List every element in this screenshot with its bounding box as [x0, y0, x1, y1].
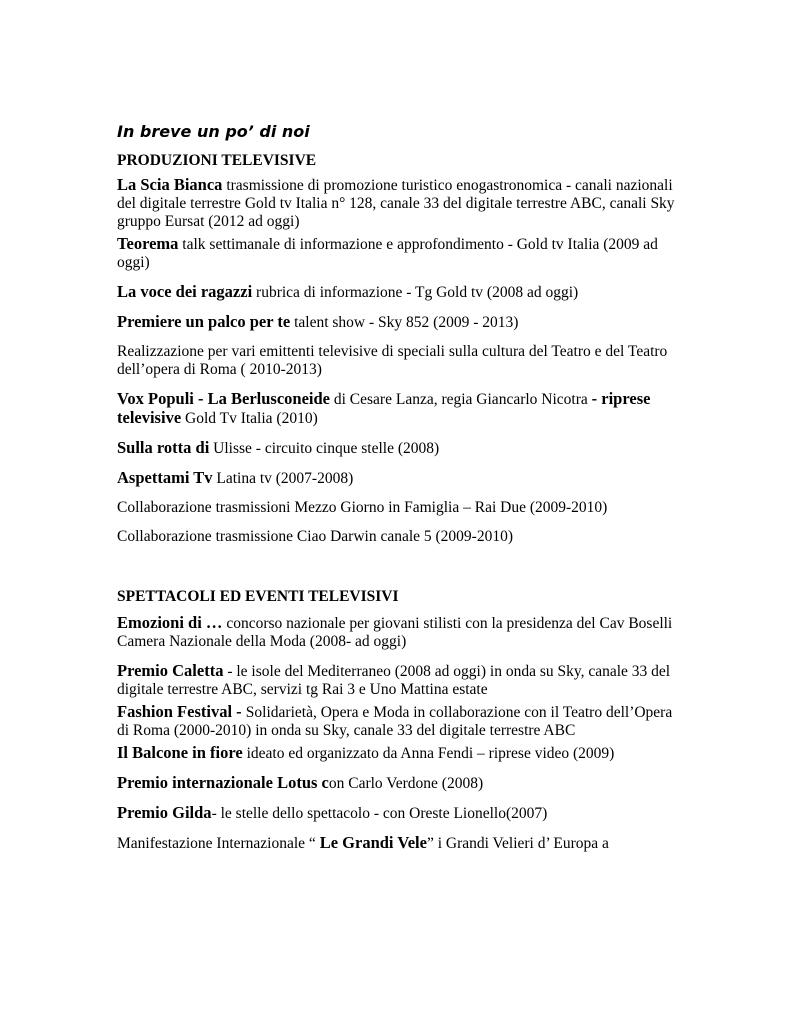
entry-title: Aspettami Tv: [117, 468, 213, 487]
section-heading-tv-events: SPETTACOLI ED EVENTI TELEVISIVI: [117, 588, 399, 605]
section-spacer: [117, 557, 677, 588]
entry-la-voce-dei-ragazzi: [117, 283, 677, 302]
entry-text: talent show - Sky 852 (2009 - 2013): [290, 314, 519, 331]
entry-text: Latina tv (2007-2008): [212, 470, 354, 487]
entry-teorema: [117, 235, 677, 272]
entry-text-secondary: Gold Tv Italia (2010): [181, 410, 318, 427]
entry-text: talk settimanale di informazione e approfondimento - Gold tv Italia (2009 ad oggi): [117, 236, 658, 271]
entry-title: La Scia Bianca: [117, 175, 223, 194]
entry-text: - le isole del Mediterraneo (2008 ad oggi) in onda su Sky, canale 33 del digitale terrestre ABC, servizi tg Rai 3 e Uno Mattina estate: [117, 663, 671, 698]
section-heading-tv-productions: PRODUZIONI TELEVISIVE: [117, 152, 317, 169]
entry-text: Ulisse - circuito cinque stelle (2008): [209, 440, 440, 457]
entry-text: concorso nazionale per giovani stilisti con la presidenza del Cav Boselli Camera Nazionale della Moda (2008- ad oggi): [117, 615, 673, 650]
entry-sulla-rotta: [117, 439, 677, 458]
entry-text-secondary: ” i Grandi Velieri d’ Europa a: [426, 835, 609, 852]
entry-title: Premio Gilda: [117, 803, 212, 822]
document-page: [117, 122, 677, 864]
entry-la-scia-bianca: [117, 176, 677, 231]
entry-ciao-darwin: [117, 528, 677, 546]
entry-emozioni-di: [117, 614, 677, 651]
entry-text: Collaborazione trasmissioni Mezzo Giorno in Famiglia – Rai Due (2009-2010): [117, 499, 608, 516]
entry-premiere: [117, 313, 677, 332]
entry-title: Premio Caletta: [117, 661, 224, 680]
entry-title: Fashion Festival -: [117, 702, 246, 721]
entry-title: Il Balcone in fiore: [117, 743, 243, 762]
entry-premio-caletta: [117, 662, 677, 699]
entry-text: on Carlo Verdone (2008): [328, 775, 484, 792]
entry-balcone-in-fiore: [117, 744, 677, 763]
entry-title: Le Grandi Vele: [319, 833, 427, 852]
entry-vox-populi: [117, 390, 677, 428]
entry-text: Manifestazione Internazionale “: [117, 835, 320, 852]
entry-fashion-festival: [117, 703, 677, 740]
entry-text: di Cesare Lanza, regia Giancarlo Nicotra: [330, 391, 592, 408]
entry-text: Realizzazione per vari emittenti televisive di speciali sulla cultura del Teatro e del Teatro dell’opera di Roma ( 2010-2013): [117, 343, 668, 378]
entry-aspettami-tv: [117, 469, 677, 488]
entry-title: Sulla rotta di: [117, 438, 210, 457]
intro-title: In breve un po’ di noi: [117, 122, 310, 141]
entry-title: Vox Populi - La Berlusconeide: [117, 389, 330, 408]
entry-text: Collaborazione trasmissione Ciao Darwin canale 5 (2009-2010): [117, 528, 513, 545]
entry-premio-lotus: [117, 774, 677, 793]
entry-le-grandi-vele: [117, 834, 677, 853]
entry-title: Premiere un palco per te: [117, 312, 291, 331]
entry-text: ideato ed organizzato da Anna Fendi – riprese video (2009): [242, 745, 615, 762]
entry-text: trasmissione di promozione turistico enogastronomica - canali nazionali del digitale terrestre Gold tv Italia n° 128, canale 33 del digitale terrestre ABC, canali Sky gruppo Eursat (2012 ad oggi): [117, 177, 675, 230]
entry-text: Solidarietà, Opera e Moda in collaborazione con il Teatro dell’Opera di Roma (2000-2010) in onda su Sky, canale 33 del digitale terrestre ABC: [117, 704, 673, 739]
entry-title-secondary: - riprese televisive: [117, 389, 651, 427]
entry-title: Premio internazionale Lotus c: [117, 773, 329, 792]
entry-premio-gilda: [117, 804, 677, 823]
entry-realizzazione: [117, 343, 677, 379]
entry-text: - le stelle dello spettacolo - con Oreste Lionello(2007): [211, 805, 548, 822]
entry-title: Teorema: [117, 234, 179, 253]
entry-title: Emozioni di …: [117, 613, 223, 632]
entry-mezzo-giorno: [117, 499, 677, 517]
entry-text: rubrica di informazione - Tg Gold tv (2008 ad oggi): [252, 284, 579, 301]
entry-title: La voce dei ragazzi: [117, 282, 253, 301]
